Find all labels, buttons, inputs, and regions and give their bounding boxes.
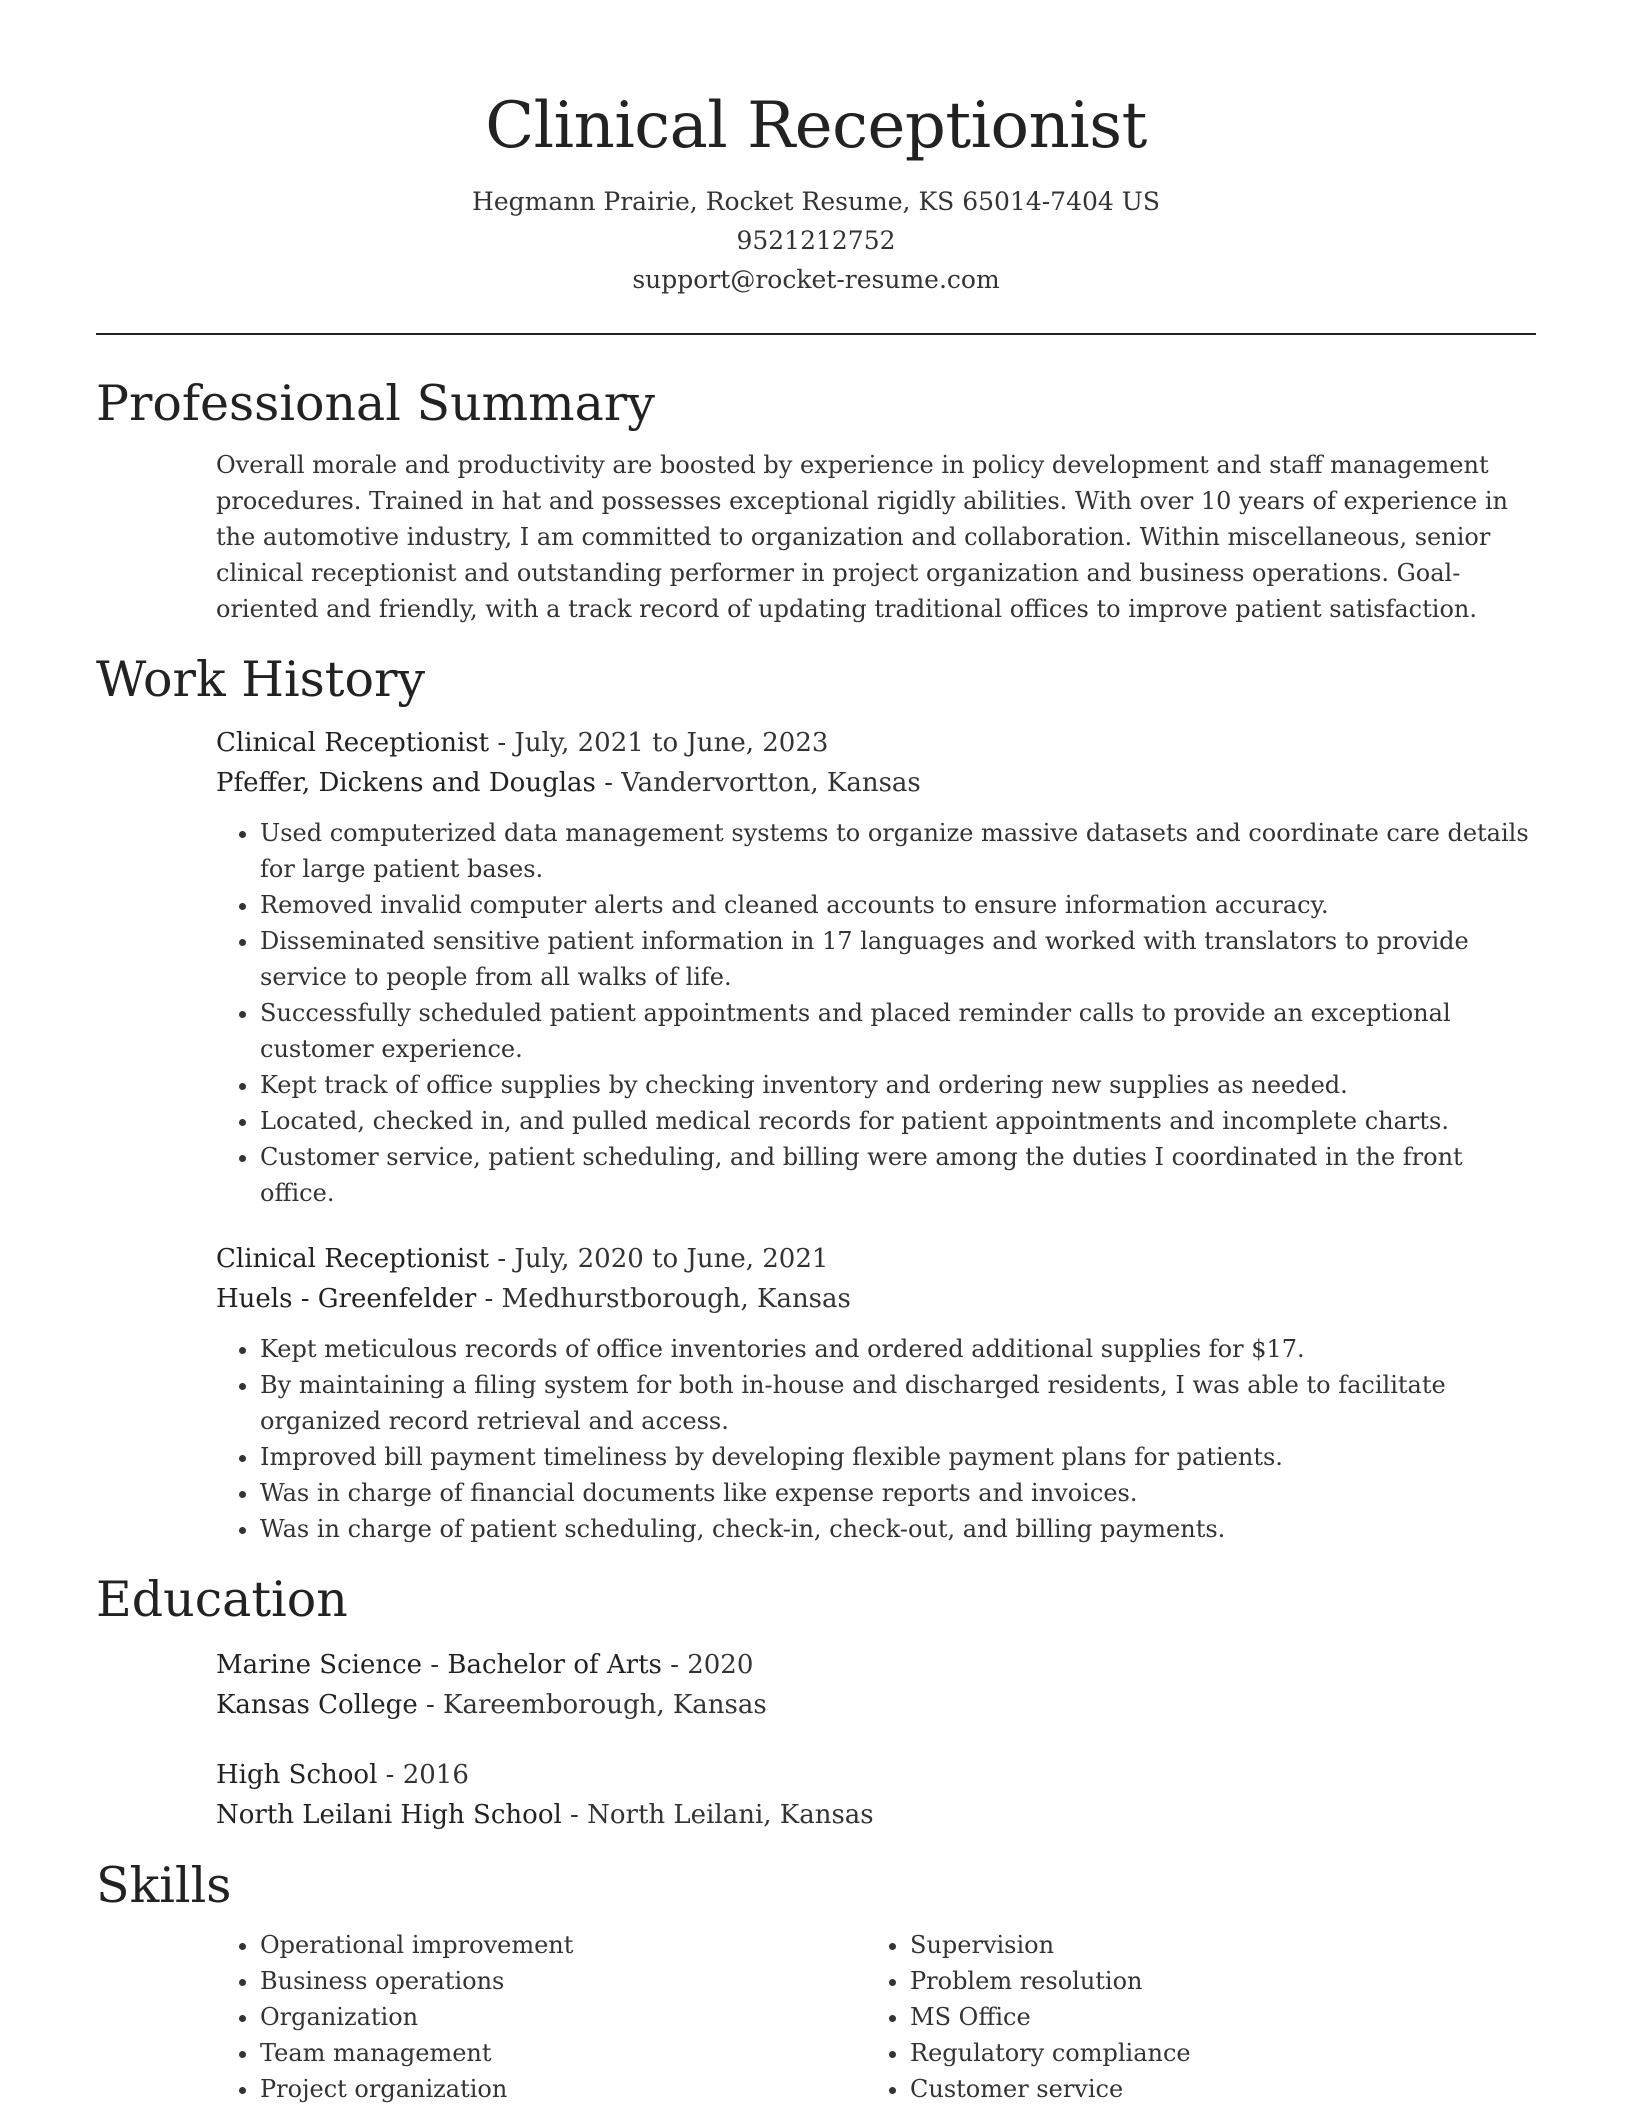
skill-item: • Problem resolution [910, 1963, 1516, 1999]
education-entry [216, 1755, 1536, 1835]
job-bullet: • Was in charge of financial documents like expense reports and invoices. [260, 1475, 1536, 1511]
skills-column-right [866, 1927, 1516, 2107]
education-school: North Leilani High School [216, 1800, 562, 1830]
header-divider [96, 333, 1536, 335]
summary-section [96, 373, 1536, 627]
job-bullet: • Used computerized data management systems to organize massive datasets and coordinate care details for large patient bases. [260, 815, 1536, 887]
job-bullet: • By maintaining a filing system for both in-house and discharged residents, I was able to facilitate organized record retrieval and access. [260, 1367, 1536, 1439]
skill-item: • Customer service [910, 2071, 1516, 2107]
skills-heading: Skills [96, 1857, 232, 1914]
education-entry [216, 1645, 1536, 1725]
resume-title: Clinical Receptionist [485, 89, 1147, 163]
job-company: Pfeffer, Dickens and Douglas [216, 768, 596, 798]
skills-grid [216, 1927, 1536, 2107]
education-school-line: North Leilani High School - North Leilani, Kansas [216, 1800, 874, 1830]
education-degree-line: High School - 2016 [216, 1760, 469, 1790]
job-title-line: Clinical Receptionist - July, 2021 to June, 2023 [216, 728, 829, 758]
job-bullet: • Was in charge of patient scheduling, check-in, check-out, and billing payments. [260, 1511, 1536, 1547]
education-year: 2020 [687, 1650, 754, 1680]
skills-column-left [216, 1927, 866, 2107]
education-location: Kareemborough, Kansas [443, 1690, 767, 1720]
job-location: Medhurstborough, Kansas [501, 1284, 851, 1314]
education-school-line: Kansas College - Kareemborough, Kansas [216, 1690, 767, 1720]
education-school: Kansas College [216, 1690, 418, 1720]
skill-item: • Supervision [910, 1927, 1516, 1963]
job-bullet: • Located, checked in, and pulled medical records for patient appointments and incomplete charts. [260, 1103, 1536, 1139]
education-location: North Leilani, Kansas [587, 1800, 874, 1830]
job-title-line: Clinical Receptionist - July, 2020 to June, 2021 [216, 1244, 829, 1274]
contact-email: support@rocket-resume.com [632, 265, 1000, 294]
education-degree: Bachelor of Arts [447, 1650, 662, 1680]
job-entry [216, 1239, 1536, 1319]
job-bullet: • Customer service, patient scheduling, and billing were among the duties I coordinated in the front office. [260, 1139, 1536, 1211]
summary-heading: Professional Summary [96, 375, 655, 432]
education-section [96, 1569, 1536, 1835]
job-title: Clinical Receptionist [216, 728, 490, 758]
skill-item: • Organization [260, 1999, 866, 2035]
job-dates: July, 2020 to June, 2021 [514, 1244, 829, 1274]
skill-item: • Regulatory compliance [910, 2035, 1516, 2071]
job-dates: July, 2021 to June, 2023 [514, 728, 829, 758]
skills-section [96, 1855, 1536, 2107]
job-company-line: Pfeffer, Dickens and Douglas - Vandervortton, Kansas [216, 768, 921, 798]
skill-item: • Operational improvement [260, 1927, 866, 1963]
contact-phone: 9521212752 [736, 226, 896, 255]
job-bullet: • Removed invalid computer alerts and cleaned accounts to ensure information accuracy. [260, 887, 1536, 923]
skill-item: • Team management [260, 2035, 866, 2071]
job-bullets [216, 815, 1536, 1211]
contact-info [96, 182, 1536, 299]
skill-item: • Business operations [260, 1963, 866, 1999]
education-field: High School [216, 1760, 378, 1790]
job-location: Vandervortton, Kansas [621, 768, 921, 798]
job-bullet: • Disseminated sensitive patient information in 17 languages and worked with translators to provide service to people from all walks of life. [260, 923, 1536, 995]
job-bullet: • Improved bill payment timeliness by developing flexible payment plans for patients. [260, 1439, 1536, 1475]
skill-item: • Project organization [260, 2071, 866, 2107]
job-bullet: • Kept meticulous records of office inventories and ordered additional supplies for $17. [260, 1331, 1536, 1367]
contact-address: Hegmann Prairie, Rocket Resume, KS 65014-7404 US [472, 187, 1160, 216]
summary-text: Overall morale and productivity are boosted by experience in policy development and staff management procedures. Trained in hat and possesses exceptional rigidly abilities. With over 10 years of experience in the automotive industry, I am committed to organization and collaboration. Within miscellaneous, senior clinical receptionist and outstanding performer in project organization and business operations. Goal-oriented and friendly, with a track record of updating traditional offices to improve patient satisfaction. [216, 451, 1509, 623]
job-entry [216, 723, 1536, 803]
work-history-section [96, 649, 1536, 1547]
job-title: Clinical Receptionist [216, 1244, 490, 1274]
education-field: Marine Science [216, 1650, 423, 1680]
job-bullets [216, 1331, 1536, 1547]
education-heading: Education [96, 1571, 348, 1628]
job-bullet: • Kept track of office supplies by checking inventory and ordering new supplies as needed. [260, 1067, 1536, 1103]
job-bullet: • Successfully scheduled patient appointments and placed reminder calls to provide an exceptional customer experience. [260, 995, 1536, 1067]
job-company-line: Huels - Greenfelder - Medhurstborough, Kansas [216, 1284, 851, 1314]
resume-header [96, 0, 1536, 299]
skill-item: • MS Office [910, 1999, 1516, 2035]
education-year: 2016 [402, 1760, 469, 1790]
job-company: Huels - Greenfelder [216, 1284, 477, 1314]
education-degree-line: Marine Science - Bachelor of Arts - 2020 [216, 1650, 754, 1680]
work-history-heading: Work History [96, 651, 426, 708]
